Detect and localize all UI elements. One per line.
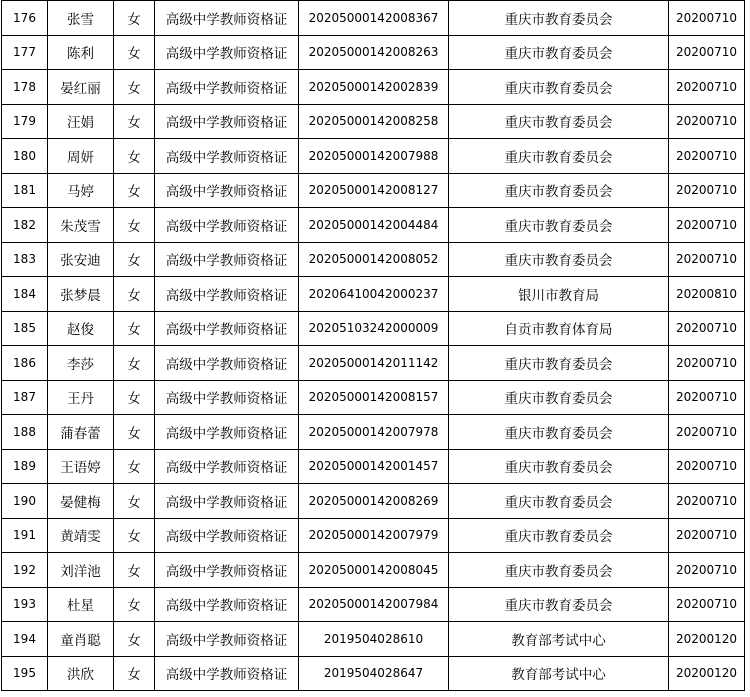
issuing-authority-cell: 银川市教育局 [449, 277, 669, 312]
person-name-cell: 蒲春蕾 [48, 415, 114, 450]
certificate-type-cell: 高级中学教师资格证 [155, 380, 299, 415]
gender-cell: 女 [114, 104, 155, 139]
gender-cell: 女 [114, 553, 155, 588]
row-number-cell: 195 [2, 656, 48, 691]
person-name-cell: 童肖聪 [48, 622, 114, 657]
row-number-cell: 176 [2, 1, 48, 36]
certificate-number-cell: 20205000142011142 [299, 346, 449, 381]
row-number-cell: 184 [2, 277, 48, 312]
issue-date-cell: 20200710 [669, 380, 745, 415]
certificate-number-cell: 20205000142008258 [299, 104, 449, 139]
row-number-cell: 191 [2, 518, 48, 553]
issuing-authority-cell: 重庆市教育委员会 [449, 139, 669, 174]
row-number-cell: 193 [2, 587, 48, 622]
certificate-type-cell: 高级中学教师资格证 [155, 415, 299, 450]
certificate-number-cell: 20205000142008157 [299, 380, 449, 415]
issue-date-cell: 20200710 [669, 242, 745, 277]
row-number-cell: 189 [2, 449, 48, 484]
person-name-cell: 杜星 [48, 587, 114, 622]
issuing-authority-cell: 教育部考试中心 [449, 622, 669, 657]
table-row [2, 70, 745, 105]
table-row [2, 622, 745, 657]
certificate-number-cell: 20206410042000237 [299, 277, 449, 312]
row-number-cell: 178 [2, 70, 48, 105]
table-row [2, 656, 745, 691]
issue-date-cell: 20200710 [669, 346, 745, 381]
certificate-number-cell: 20205000142001457 [299, 449, 449, 484]
row-number-cell: 179 [2, 104, 48, 139]
issue-date-cell: 20200710 [669, 553, 745, 588]
table-body [2, 1, 745, 691]
gender-cell: 女 [114, 277, 155, 312]
issuing-authority-cell: 重庆市教育委员会 [449, 346, 669, 381]
certificate-type-cell: 高级中学教师资格证 [155, 139, 299, 174]
certificate-type-cell: 高级中学教师资格证 [155, 553, 299, 588]
person-name-cell: 张雪 [48, 1, 114, 36]
issue-date-cell: 20200120 [669, 622, 745, 657]
certificate-type-cell: 高级中学教师资格证 [155, 242, 299, 277]
table-row [2, 380, 745, 415]
issue-date-cell: 20200710 [669, 35, 745, 70]
certificate-type-cell: 高级中学教师资格证 [155, 1, 299, 36]
issuing-authority-cell: 重庆市教育委员会 [449, 208, 669, 243]
gender-cell: 女 [114, 380, 155, 415]
gender-cell: 女 [114, 208, 155, 243]
certificate-type-cell: 高级中学教师资格证 [155, 277, 299, 312]
table-row [2, 104, 745, 139]
certificate-number-cell: 20205000142008367 [299, 1, 449, 36]
certificate-type-cell: 高级中学教师资格证 [155, 173, 299, 208]
table-row [2, 35, 745, 70]
certificate-type-cell: 高级中学教师资格证 [155, 208, 299, 243]
certificate-number-cell: 20205000142007978 [299, 415, 449, 450]
issue-date-cell: 20200710 [669, 311, 745, 346]
gender-cell: 女 [114, 139, 155, 174]
certificate-type-cell: 高级中学教师资格证 [155, 484, 299, 519]
row-number-cell: 177 [2, 35, 48, 70]
gender-cell: 女 [114, 484, 155, 519]
issue-date-cell: 20200710 [669, 449, 745, 484]
certificate-type-cell: 高级中学教师资格证 [155, 622, 299, 657]
certificate-number-cell: 20205000142008052 [299, 242, 449, 277]
person-name-cell: 张梦晨 [48, 277, 114, 312]
person-name-cell: 洪欣 [48, 656, 114, 691]
certificate-type-cell: 高级中学教师资格证 [155, 656, 299, 691]
issuing-authority-cell: 重庆市教育委员会 [449, 242, 669, 277]
issuing-authority-cell: 重庆市教育委员会 [449, 415, 669, 450]
person-name-cell: 陈利 [48, 35, 114, 70]
person-name-cell: 汪娟 [48, 104, 114, 139]
issue-date-cell: 20200710 [669, 208, 745, 243]
issuing-authority-cell: 重庆市教育委员会 [449, 484, 669, 519]
issue-date-cell: 20200710 [669, 587, 745, 622]
person-name-cell: 刘洋池 [48, 553, 114, 588]
certificate-number-cell: 20205000142008045 [299, 553, 449, 588]
issue-date-cell: 20200810 [669, 277, 745, 312]
certificate-type-cell: 高级中学教师资格证 [155, 449, 299, 484]
issuing-authority-cell: 重庆市教育委员会 [449, 380, 669, 415]
gender-cell: 女 [114, 1, 155, 36]
gender-cell: 女 [114, 449, 155, 484]
row-number-cell: 185 [2, 311, 48, 346]
row-number-cell: 188 [2, 415, 48, 450]
person-name-cell: 晏健梅 [48, 484, 114, 519]
person-name-cell: 黄靖雯 [48, 518, 114, 553]
gender-cell: 女 [114, 622, 155, 657]
table-row [2, 208, 745, 243]
gender-cell: 女 [114, 346, 155, 381]
row-number-cell: 182 [2, 208, 48, 243]
certificate-number-cell: 20205000142007988 [299, 139, 449, 174]
certificate-number-cell: 20205000142008269 [299, 484, 449, 519]
issuing-authority-cell: 重庆市教育委员会 [449, 553, 669, 588]
gender-cell: 女 [114, 656, 155, 691]
person-name-cell: 王语婷 [48, 449, 114, 484]
table-row [2, 553, 745, 588]
issue-date-cell: 20200710 [669, 518, 745, 553]
gender-cell: 女 [114, 35, 155, 70]
row-number-cell: 180 [2, 139, 48, 174]
issue-date-cell: 20200710 [669, 70, 745, 105]
issuing-authority-cell: 教育部考试中心 [449, 656, 669, 691]
gender-cell: 女 [114, 415, 155, 450]
gender-cell: 女 [114, 70, 155, 105]
issue-date-cell: 20200120 [669, 656, 745, 691]
person-name-cell: 马婷 [48, 173, 114, 208]
certificate-number-cell: 20205000142008263 [299, 35, 449, 70]
gender-cell: 女 [114, 587, 155, 622]
row-number-cell: 183 [2, 242, 48, 277]
table-row [2, 1, 745, 36]
issuing-authority-cell: 重庆市教育委员会 [449, 518, 669, 553]
certificate-type-cell: 高级中学教师资格证 [155, 587, 299, 622]
certificate-number-cell: 2019504028647 [299, 656, 449, 691]
issue-date-cell: 20200710 [669, 415, 745, 450]
certificate-type-cell: 高级中学教师资格证 [155, 35, 299, 70]
gender-cell: 女 [114, 518, 155, 553]
person-name-cell: 周妍 [48, 139, 114, 174]
issuing-authority-cell: 重庆市教育委员会 [449, 1, 669, 36]
gender-cell: 女 [114, 173, 155, 208]
table-row [2, 139, 745, 174]
certificate-number-cell: 20205000142007979 [299, 518, 449, 553]
row-number-cell: 181 [2, 173, 48, 208]
table-row [2, 449, 745, 484]
issuing-authority-cell: 重庆市教育委员会 [449, 587, 669, 622]
issuing-authority-cell: 重庆市教育委员会 [449, 104, 669, 139]
table-row [2, 242, 745, 277]
row-number-cell: 186 [2, 346, 48, 381]
issuing-authority-cell: 重庆市教育委员会 [449, 70, 669, 105]
issue-date-cell: 20200710 [669, 139, 745, 174]
certificate-number-cell: 20205103242000009 [299, 311, 449, 346]
row-number-cell: 194 [2, 622, 48, 657]
certificate-number-cell: 20205000142007984 [299, 587, 449, 622]
row-number-cell: 192 [2, 553, 48, 588]
table-row [2, 277, 745, 312]
certificate-type-cell: 高级中学教师资格证 [155, 346, 299, 381]
table-row [2, 346, 745, 381]
person-name-cell: 李莎 [48, 346, 114, 381]
person-name-cell: 赵俊 [48, 311, 114, 346]
gender-cell: 女 [114, 311, 155, 346]
issuing-authority-cell: 自贡市教育体育局 [449, 311, 669, 346]
certificate-type-cell: 高级中学教师资格证 [155, 518, 299, 553]
certificate-type-cell: 高级中学教师资格证 [155, 104, 299, 139]
table-row [2, 173, 745, 208]
table-row [2, 484, 745, 519]
issuing-authority-cell: 重庆市教育委员会 [449, 173, 669, 208]
row-number-cell: 187 [2, 380, 48, 415]
page-margin [745, 0, 750, 697]
certificate-number-cell: 20205000142004484 [299, 208, 449, 243]
issue-date-cell: 20200710 [669, 484, 745, 519]
person-name-cell: 朱茂雪 [48, 208, 114, 243]
certificate-number-cell: 20205000142002839 [299, 70, 449, 105]
issue-date-cell: 20200710 [669, 173, 745, 208]
table-row [2, 311, 745, 346]
table-row [2, 415, 745, 450]
person-name-cell: 张安迪 [48, 242, 114, 277]
certificate-table [1, 0, 745, 691]
certificate-number-cell: 2019504028610 [299, 622, 449, 657]
issue-date-cell: 20200710 [669, 104, 745, 139]
table-row [2, 587, 745, 622]
issuing-authority-cell: 重庆市教育委员会 [449, 35, 669, 70]
issue-date-cell: 20200710 [669, 1, 745, 36]
issuing-authority-cell: 重庆市教育委员会 [449, 449, 669, 484]
certificate-type-cell: 高级中学教师资格证 [155, 311, 299, 346]
row-number-cell: 190 [2, 484, 48, 519]
table-row [2, 518, 745, 553]
certificate-number-cell: 20205000142008127 [299, 173, 449, 208]
certificate-type-cell: 高级中学教师资格证 [155, 70, 299, 105]
gender-cell: 女 [114, 242, 155, 277]
person-name-cell: 王丹 [48, 380, 114, 415]
person-name-cell: 晏红丽 [48, 70, 114, 105]
